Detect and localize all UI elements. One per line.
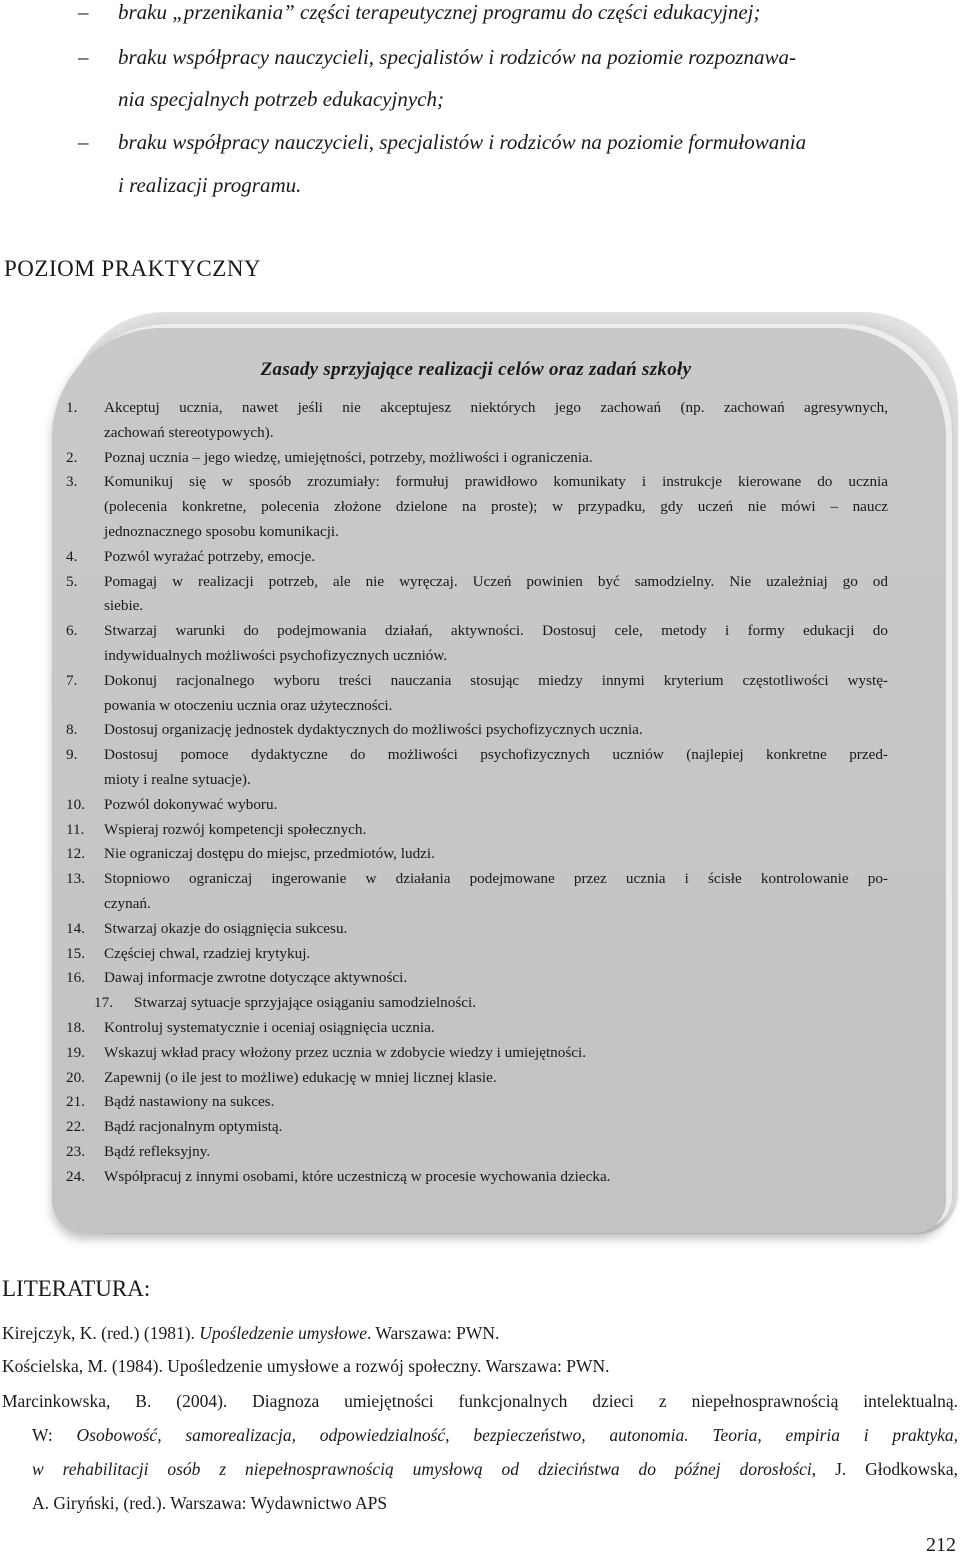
- intro-text: i realizacji programu.: [118, 173, 302, 197]
- rule-text: Dostosuj pomoce dydaktyczne do możliwości psychofizycznych uczniów (najlepiej konkretne przed-: [104, 746, 888, 764]
- rule-number: 2.: [66, 448, 78, 466]
- reference-3-line-4: [32, 1486, 958, 1521]
- rule-number: 17.: [94, 994, 113, 1012]
- reference-1: [2, 1316, 958, 1351]
- rule-text: siebie.: [104, 597, 144, 615]
- rule-text: Dostosuj organizację jednostek dydaktycznych do możliwości psychofizycznych ucznia.: [104, 721, 643, 739]
- rule-number: 16.: [66, 969, 85, 987]
- rule-number: 3.: [66, 473, 78, 491]
- rule-text: Stwarzaj okazje do osiągnięcia sukcesu.: [104, 919, 348, 937]
- reference-text: Marcinkowska, B. (2004). Diagnoza umiejętności funkcjonalnych dzieci z niepełnosprawnością intelektualną.: [2, 1391, 958, 1411]
- rule-text: Pozwól dokonywać wyboru.: [104, 795, 278, 813]
- rule-text: Zapewnij (o ile jest to możliwe) edukację w mniej licznej klasie.: [104, 1068, 497, 1086]
- rule-number: 18.: [66, 1019, 85, 1036]
- reference-book-title: Osobowość, samorealizacja, odpowiedzialność, bezpieczeństwo, autonomia. Teoria, empiria i praktyka,: [76, 1425, 958, 1445]
- rule-text: Wspieraj rozwój kompetencji społecznych.: [104, 820, 367, 838]
- dash: –: [78, 130, 89, 154]
- rule-number: 7.: [66, 671, 78, 689]
- reference-in: W:: [32, 1425, 77, 1445]
- rule-number: 9.: [66, 746, 78, 764]
- rule-text: Dawaj informacje zwrotne dotyczące aktywności.: [104, 969, 408, 987]
- rule-number: 21.: [66, 1093, 85, 1111]
- rule-number: 14.: [66, 919, 85, 937]
- rule-number: 13.: [66, 870, 85, 888]
- rule-text: Komunikuj się w sposób zrozumiały: formułuj prawidłowo komunikaty i instrukcje kierowane do ucznia: [104, 473, 888, 491]
- rule-text: Stopniowo ograniczaj ingerowanie w działania podejmowane przez ucznia i ścisłe kontrolowanie po-: [104, 870, 888, 888]
- rule-number: 10.: [66, 795, 85, 813]
- rule-number: 11.: [66, 820, 85, 838]
- rule-text: mioty i realne sytuacje).: [104, 771, 251, 788]
- rule-number: 1.: [66, 399, 78, 416]
- page-number: 212: [926, 1534, 956, 1556]
- rule-text: jednoznacznego sposobu komunikacji.: [104, 523, 339, 540]
- reference-2: [2, 1349, 958, 1384]
- rule-text: Poznaj ucznia – jego wiedzę, umiejętności, potrzeby, możliwości i ograniczenia.: [104, 448, 593, 466]
- reference-3-line-3: [32, 1452, 958, 1487]
- rule-number: 19.: [66, 1043, 85, 1061]
- intro-text: nia specjalnych potrzeb edukacyjnych;: [118, 87, 444, 111]
- reference-publisher: . Warszawa: PWN.: [366, 1323, 500, 1343]
- rule-number: 20.: [66, 1068, 85, 1086]
- reference-text: Kościelska, M. (1984). Upośledzenie umysłowe a rozwój społeczny. Warszawa: PWN.: [2, 1356, 610, 1376]
- rule-text: Pomagaj w realizacji potrzeb, ale nie wyręczaj. Uczeń powinien być samodzielny. Nie uzależniaj go od: [104, 572, 888, 590]
- rule-number: 8.: [66, 721, 78, 739]
- rule-text: Bądź nastawiony na sukces.: [104, 1093, 275, 1111]
- intro-text: braku współpracy nauczycieli, specjalistów i rodziców na poziomie rozpoznawa-: [118, 45, 796, 69]
- rule-number: 4.: [66, 547, 78, 565]
- reference-publisher: A. Giryński, (red.). Warszawa: Wydawnictwo APS: [32, 1493, 388, 1513]
- reference-editors: , J. Głodkowska,: [811, 1459, 958, 1479]
- rules-box-title: Zasady sprzyjające realizacji celów oraz zadań szkoły: [260, 359, 692, 380]
- section-heading: POZIOM PRAKTYCZNY: [4, 256, 262, 281]
- rule-number: 24.: [66, 1167, 85, 1185]
- reference-title: Upośledzenie umysłowe: [199, 1323, 367, 1343]
- intro-text: braku współpracy nauczycieli, specjalistów i rodziców na poziomie formułowania: [118, 130, 807, 154]
- rule-text: Bądź racjonalnym optymistą.: [104, 1118, 283, 1136]
- rule-text: Bądź refleksyjny.: [104, 1143, 211, 1160]
- rule-text: indywidualnych możliwości psychofizycznych uczniów.: [104, 647, 448, 664]
- rule-number: 5.: [66, 572, 78, 590]
- rule-text: Częściej chwal, rzadziej krytykuj.: [104, 944, 311, 962]
- rule-text: Kontroluj systematycznie i oceniaj osiągnięcia ucznia.: [104, 1019, 435, 1036]
- rule-text: zachowań stereotypowych).: [104, 423, 274, 441]
- rule-text: Stwarzaj sytuacje sprzyjające osiąganiu samodzielności.: [134, 994, 477, 1012]
- rule-text: Stwarzaj warunki do podejmowania działań, aktywności. Dostosuj cele, metody i formy edukacji do: [104, 622, 888, 640]
- intro-text: braku „przenikania” części terapeutycznej programu do części edukacyjnej;: [118, 0, 761, 24]
- literature-heading: LITERATURA:: [2, 1276, 151, 1301]
- rule-number: 22.: [66, 1118, 85, 1136]
- rule-text: Dokonuj racjonalnego wyboru treści nauczania stosując miedzy innymi kryterium częstotliwości wystę-: [104, 671, 888, 689]
- rule-text: czynań.: [104, 895, 151, 912]
- rule-text: Wskazuj wkład pracy włożony przez ucznia w zdobycie wiedzy i umiejętności.: [104, 1043, 587, 1061]
- rule-number: 6.: [66, 622, 78, 640]
- reference-authors: Kirejczyk, K. (red.) (1981).: [2, 1323, 200, 1343]
- rule-number: 23.: [66, 1143, 85, 1160]
- rule-text: Współpracuj z innymi osobami, które uczestniczą w procesie wychowania dziecka.: [104, 1167, 611, 1185]
- rule-text: Nie ograniczaj dostępu do miejsc, przedmiotów, ludzi.: [104, 845, 435, 863]
- dash: –: [78, 0, 89, 24]
- dash: –: [78, 45, 89, 69]
- rule-text: Akceptuj ucznia, nawet jeśli nie akceptujesz niektórych jego zachowań (np. zachowań agresywnych,: [104, 399, 888, 416]
- reference-3: [2, 1384, 958, 1419]
- reference-book-title-cont: w rehabilitacji osób z niepełnosprawnością umysłową od dzieciństwa do późnej dorosłości: [32, 1459, 812, 1479]
- rule-number: 15.: [66, 944, 85, 962]
- rule-text: Pozwól wyrażać potrzeby, emocje.: [104, 547, 316, 565]
- reference-3-line-2: [32, 1418, 958, 1453]
- rule-text: powania w otoczeniu ucznia oraz użyteczności.: [104, 696, 393, 714]
- rule-number: 12.: [66, 845, 85, 863]
- rule-text: (polecenia konkretne, polecenia złożone dzielone na proste); w przypadku, gdy uczeń nie mówi – naucz: [104, 498, 888, 516]
